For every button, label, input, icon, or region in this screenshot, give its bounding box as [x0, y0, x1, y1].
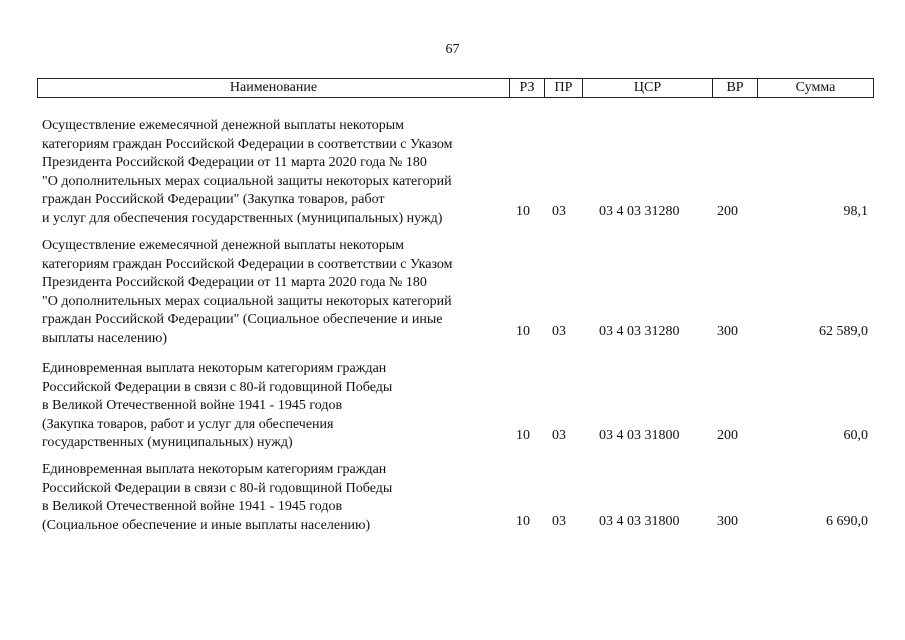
row-name-line: граждан Российской Федерации" (Социальное обеспечение и иные — [42, 312, 443, 328]
table-header — [37, 78, 874, 98]
header-vr: ВР — [713, 79, 758, 97]
header-rz: РЗ — [510, 79, 545, 97]
row-name-line: (Социальное обеспечение и иные выплаты населению) — [42, 517, 371, 533]
row-name-line: Осуществление ежемесячной денежной выплаты некоторым — [42, 238, 405, 253]
row-name — [42, 461, 512, 535]
row-sum: 6 690,0 — [826, 514, 868, 529]
header-csr: ЦСР — [583, 79, 713, 97]
row-vr: 200 — [717, 204, 738, 219]
row-name-line: (Закупка товаров, работ и услуг для обеспечения — [42, 416, 334, 432]
row-name-line: и услуг для обеспечения государственных (муниципальных) нужд) — [42, 210, 443, 226]
row-name — [42, 237, 512, 349]
row-name-line: в Великой Отечественной войне 1941 - 1945 годов — [42, 398, 343, 414]
row-name — [42, 360, 512, 453]
row-name-line: "О дополнительных мерах социальной защиты некоторых категорий — [42, 173, 452, 189]
row-vr: 300 — [717, 324, 738, 339]
row-name-line: Российской Федерации в связи с 80-й годовщиной Победы — [42, 379, 393, 395]
row-vr: 300 — [717, 514, 738, 529]
row-name-line: граждан Российской Федерации" (Закупка товаров, работ — [42, 192, 385, 208]
row-csr: 03 4 03 31800 — [599, 428, 680, 443]
row-name-line: "О дополнительных мерах социальной защиты некоторых категорий — [42, 293, 452, 309]
row-name-line: Российской Федерации в связи с 80-й годовщиной Победы — [42, 480, 393, 496]
header-pr: ПР — [545, 79, 583, 97]
row-name-line: Президента Российской Федерации от 11 марта 2020 года № 180 — [42, 275, 427, 291]
header-name: Наименование — [38, 79, 510, 97]
row-name-line: государственных (муниципальных) нужд) — [42, 435, 293, 451]
page-number: 67 — [445, 42, 460, 57]
row-vr: 200 — [717, 428, 738, 443]
row-name-line: выплаты населению) — [42, 330, 167, 346]
row-rz: 10 — [516, 204, 530, 219]
row-rz: 10 — [516, 514, 530, 529]
row-csr: 03 4 03 31800 — [599, 514, 680, 529]
row-csr: 03 4 03 31280 — [599, 204, 680, 219]
row-pr: 03 — [552, 428, 566, 443]
header-sum: Сумма — [795, 80, 836, 95]
row-name — [42, 117, 512, 229]
row-name-line: категориям граждан Российской Федерации в соответствии с Указом — [42, 136, 453, 152]
row-rz: 10 — [516, 428, 530, 443]
row-name-line: Президента Российской Федерации от 11 марта 2020 года № 180 — [42, 155, 427, 171]
row-name-line: Единовременная выплата некоторым категориям граждан — [42, 462, 387, 477]
row-sum: 60,0 — [843, 428, 868, 443]
row-csr: 03 4 03 31280 — [599, 324, 680, 339]
row-sum: 62 589,0 — [819, 324, 868, 339]
row-rz: 10 — [516, 324, 530, 339]
row-pr: 03 — [552, 324, 566, 339]
row-name-line: Единовременная выплата некоторым категориям граждан — [42, 361, 387, 376]
row-name-line: в Великой Отечественной войне 1941 - 1945 годов — [42, 499, 343, 515]
row-pr: 03 — [552, 514, 566, 529]
row-name-line: Осуществление ежемесячной денежной выплаты некоторым — [42, 118, 405, 133]
row-name-line: категориям граждан Российской Федерации в соответствии с Указом — [42, 256, 453, 272]
row-pr: 03 — [552, 204, 566, 219]
row-sum: 98,1 — [843, 204, 868, 219]
